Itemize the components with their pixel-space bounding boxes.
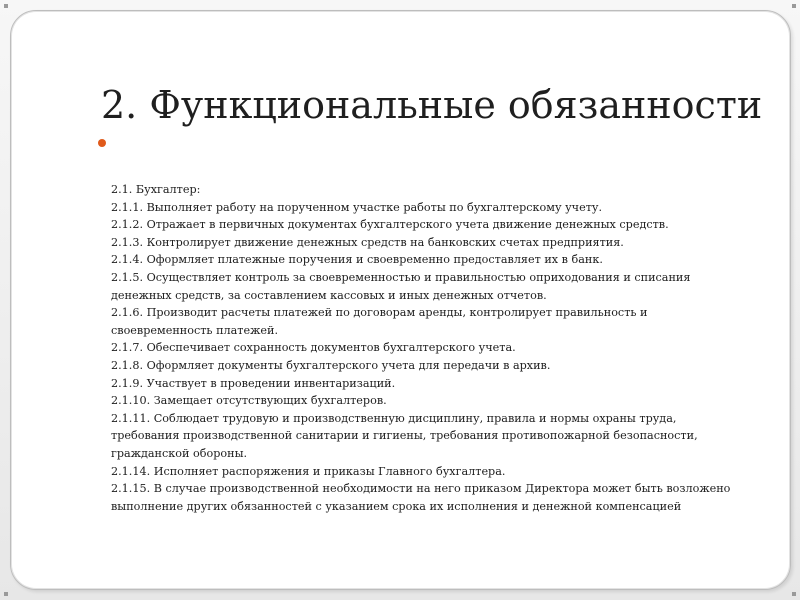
duty-line: выполнение других обязанностей с указанием срока их исполнения и денежной компенсацией (111, 499, 682, 513)
slide-card (10, 10, 791, 590)
duty-line: 2.1.14. Исполняет распоряжения и приказы Главного бухгалтера. (111, 464, 506, 478)
corner-marker (792, 4, 796, 8)
corner-marker (4, 592, 8, 596)
duty-line: 2.1.6. Производит расчеты платежей по договорам аренды, контролирует правильность и (111, 306, 648, 320)
duty-line: 2.1.9. Участвует в проведении инвентаризаций. (111, 376, 396, 390)
duty-line: 2.1.7. Обеспечивает сохранность документов бухгалтерского учета. (111, 341, 516, 355)
duty-line: 2.1.2. Отражает в первичных документах бухгалтерского учета движение денежных средств. (111, 218, 669, 232)
duty-line: 2.1. Бухгалтер: (111, 183, 201, 196)
duty-line: 2.1.3. Контролирует движение денежных средств на банковских счетах предприятия. (111, 235, 624, 249)
duty-line: гражданской обороны. (111, 446, 248, 460)
corner-marker (4, 4, 8, 8)
duty-line: 2.1.1. Выполняет работу на порученном участке работы по бухгалтерскому учету. (111, 200, 603, 214)
duty-line: 2.1.8. Оформляет документы бухгалтерского учета для передачи в архив. (111, 358, 551, 372)
duty-line: 2.1.10. Замещает отсутствующих бухгалтеров. (111, 394, 387, 408)
duty-line: 2.1.11. Соблюдает трудовую и производственную дисциплину, правила и нормы охраны труда, (111, 411, 677, 425)
duty-line: своевременность платежей. (111, 323, 279, 337)
duty-line: денежных средств, за составлением кассовых и иных денежных отчетов. (111, 288, 547, 302)
bullet-dot-icon (98, 139, 106, 147)
duty-line: 2.1.4. Оформляет платежные поручения и своевременно предоставляет их в банк. (111, 253, 603, 267)
duty-line: 2.1.15. В случае производственной необходимости на него приказом Директора может быть возложено (111, 482, 731, 496)
duties-text-block (111, 181, 761, 515)
corner-marker (792, 592, 796, 596)
slide-title: 2. Функциональные обязанности (101, 83, 763, 127)
duty-line: требования производственной санитарии и гигиены, требования противопожарной безопасности, (111, 429, 698, 443)
duty-line: 2.1.5. Осуществляет контроль за своевременностью и правильностью оприходования и списания (111, 270, 691, 284)
